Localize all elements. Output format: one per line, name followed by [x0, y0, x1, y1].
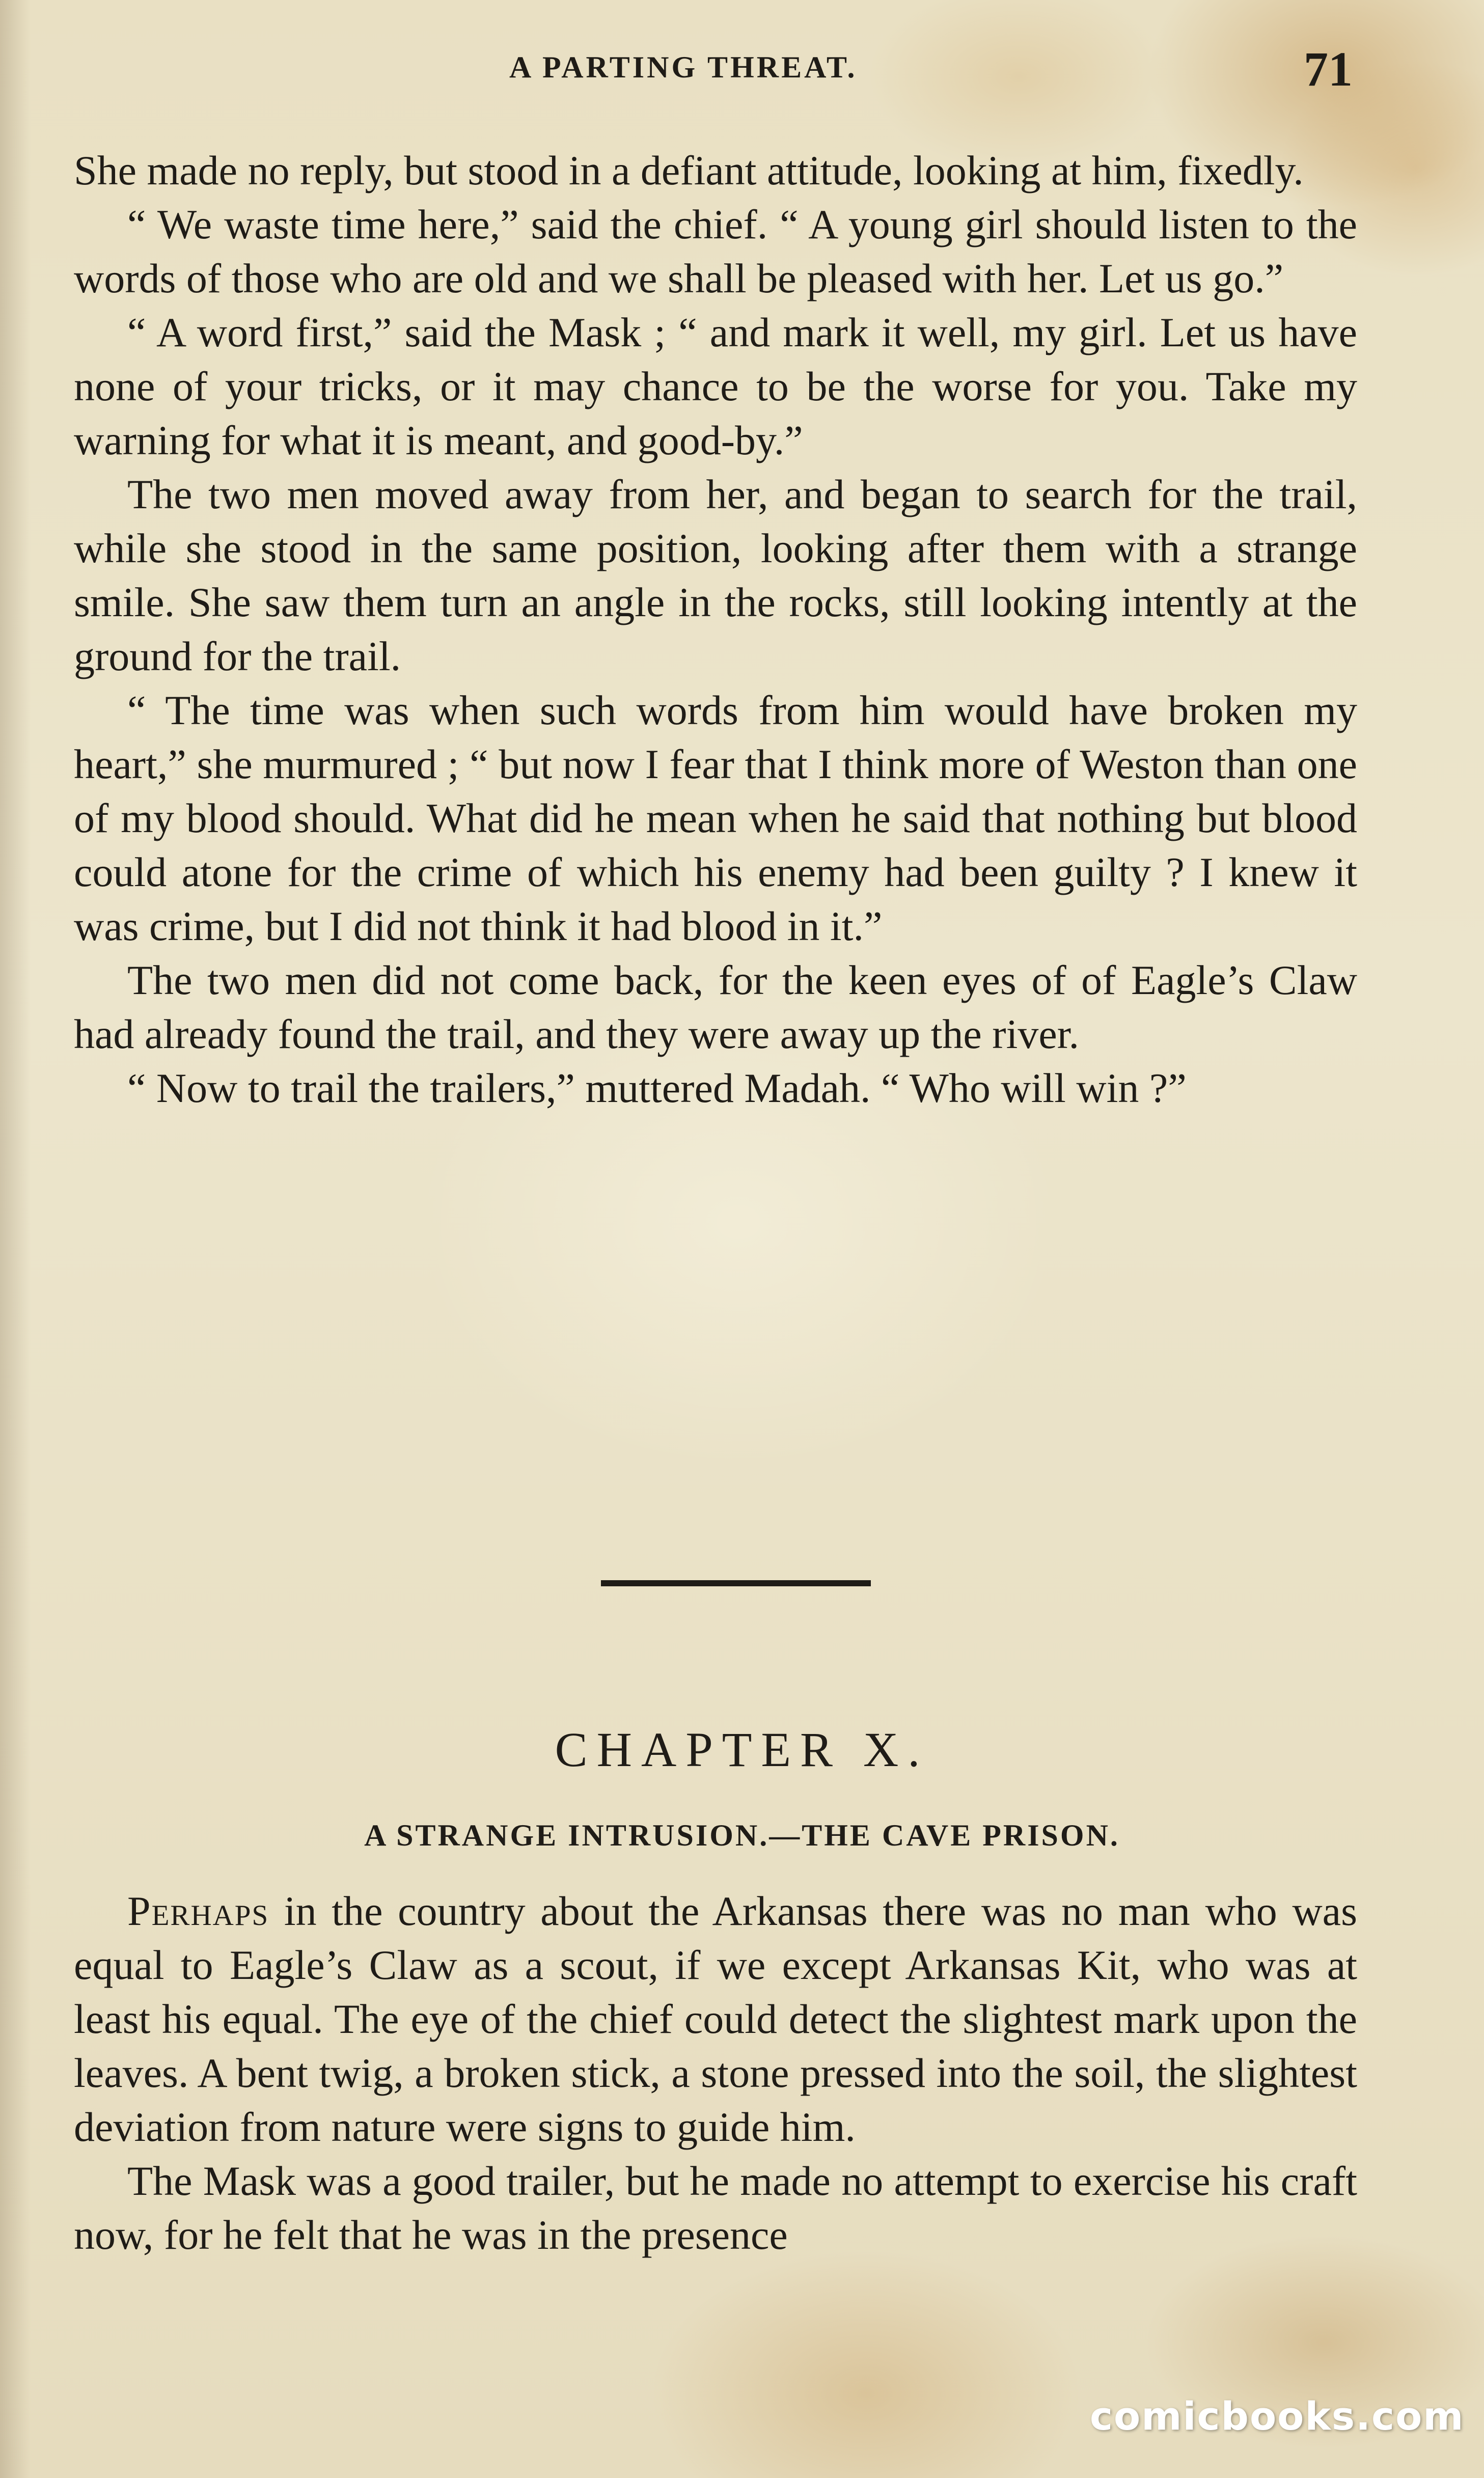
- chapter-opening-paragraph: [74, 1884, 1357, 2154]
- paragraph: “ A word first,” said the Mask ; “ and mark it well, my girl. Let us have none of your tricks, or it may chance to be the worse for you. Take my warning for what it is meant, and good-by.”: [74, 309, 1357, 463]
- chapter-subtitle: A STRANGE INTRUSION.—THE CAVE PRISON.: [364, 1819, 1120, 1852]
- paragraph: “ The time was when such words from him would have broken my heart,” she murmured ; “ but now I fear that I think more of Weston than one of my blood should. What did he mean when he said that nothing but blood could atone for the crime of which his enemy had been guilty ? I knew it was crime, but I did not think it had blood in it.”: [74, 687, 1357, 949]
- watermark: comicbooks.com: [1090, 2393, 1465, 2439]
- running-head: [0, 41, 1484, 96]
- chapter-title: CHAPTER X.: [555, 1722, 929, 1777]
- body-text: [74, 144, 1357, 1115]
- running-title: A PARTING THREAT.: [509, 50, 858, 84]
- page-edge-shadow: [0, 0, 31, 2478]
- paragraph: The two men did not come back, for the keen eyes of of Eagle’s Claw had already found the trail, and they were away up the river.: [74, 957, 1357, 1057]
- paragraph: “ Now to trail the trailers,” muttered Madah. “ Who will win ?”: [127, 1065, 1187, 1111]
- chapter-opening-text: in the country about the Arkansas there was no man who was equal to Eagle’s Claw as a scout, if we except Arkansas Kit, who was at least his equal. The eye of the chief could detect the slightest mark upon the leaves. A bent twig, a broken stick, a stone pressed into the soil, the slightest deviation from nature were signs to guide him.: [74, 1888, 1357, 2150]
- paragraph: The two men moved away from her, and began to search for the trail, while she stood in the same position, looking after them with a strange smile. She saw them turn an angle in the rocks, still looking intently at the ground for the trail.: [74, 471, 1357, 679]
- paragraph: “ We waste time here,” said the chief. “ A young girl should listen to the words of those who are old and we shall be pleased with her. Let us go.”: [74, 201, 1357, 301]
- chapter-body-text: [74, 1884, 1357, 2262]
- page-number: 71: [1304, 42, 1353, 96]
- chapter-first-word: Perhaps: [127, 1888, 269, 1934]
- paragraph: She made no reply, but stood in a defiant attitude, looking at him, fixedly.: [74, 147, 1304, 194]
- paragraph: The Mask was a good trailer, but he made no attempt to exercise his craft now, for he felt that he was in the presence: [74, 2158, 1357, 2258]
- section-divider-rule: [601, 1580, 871, 1586]
